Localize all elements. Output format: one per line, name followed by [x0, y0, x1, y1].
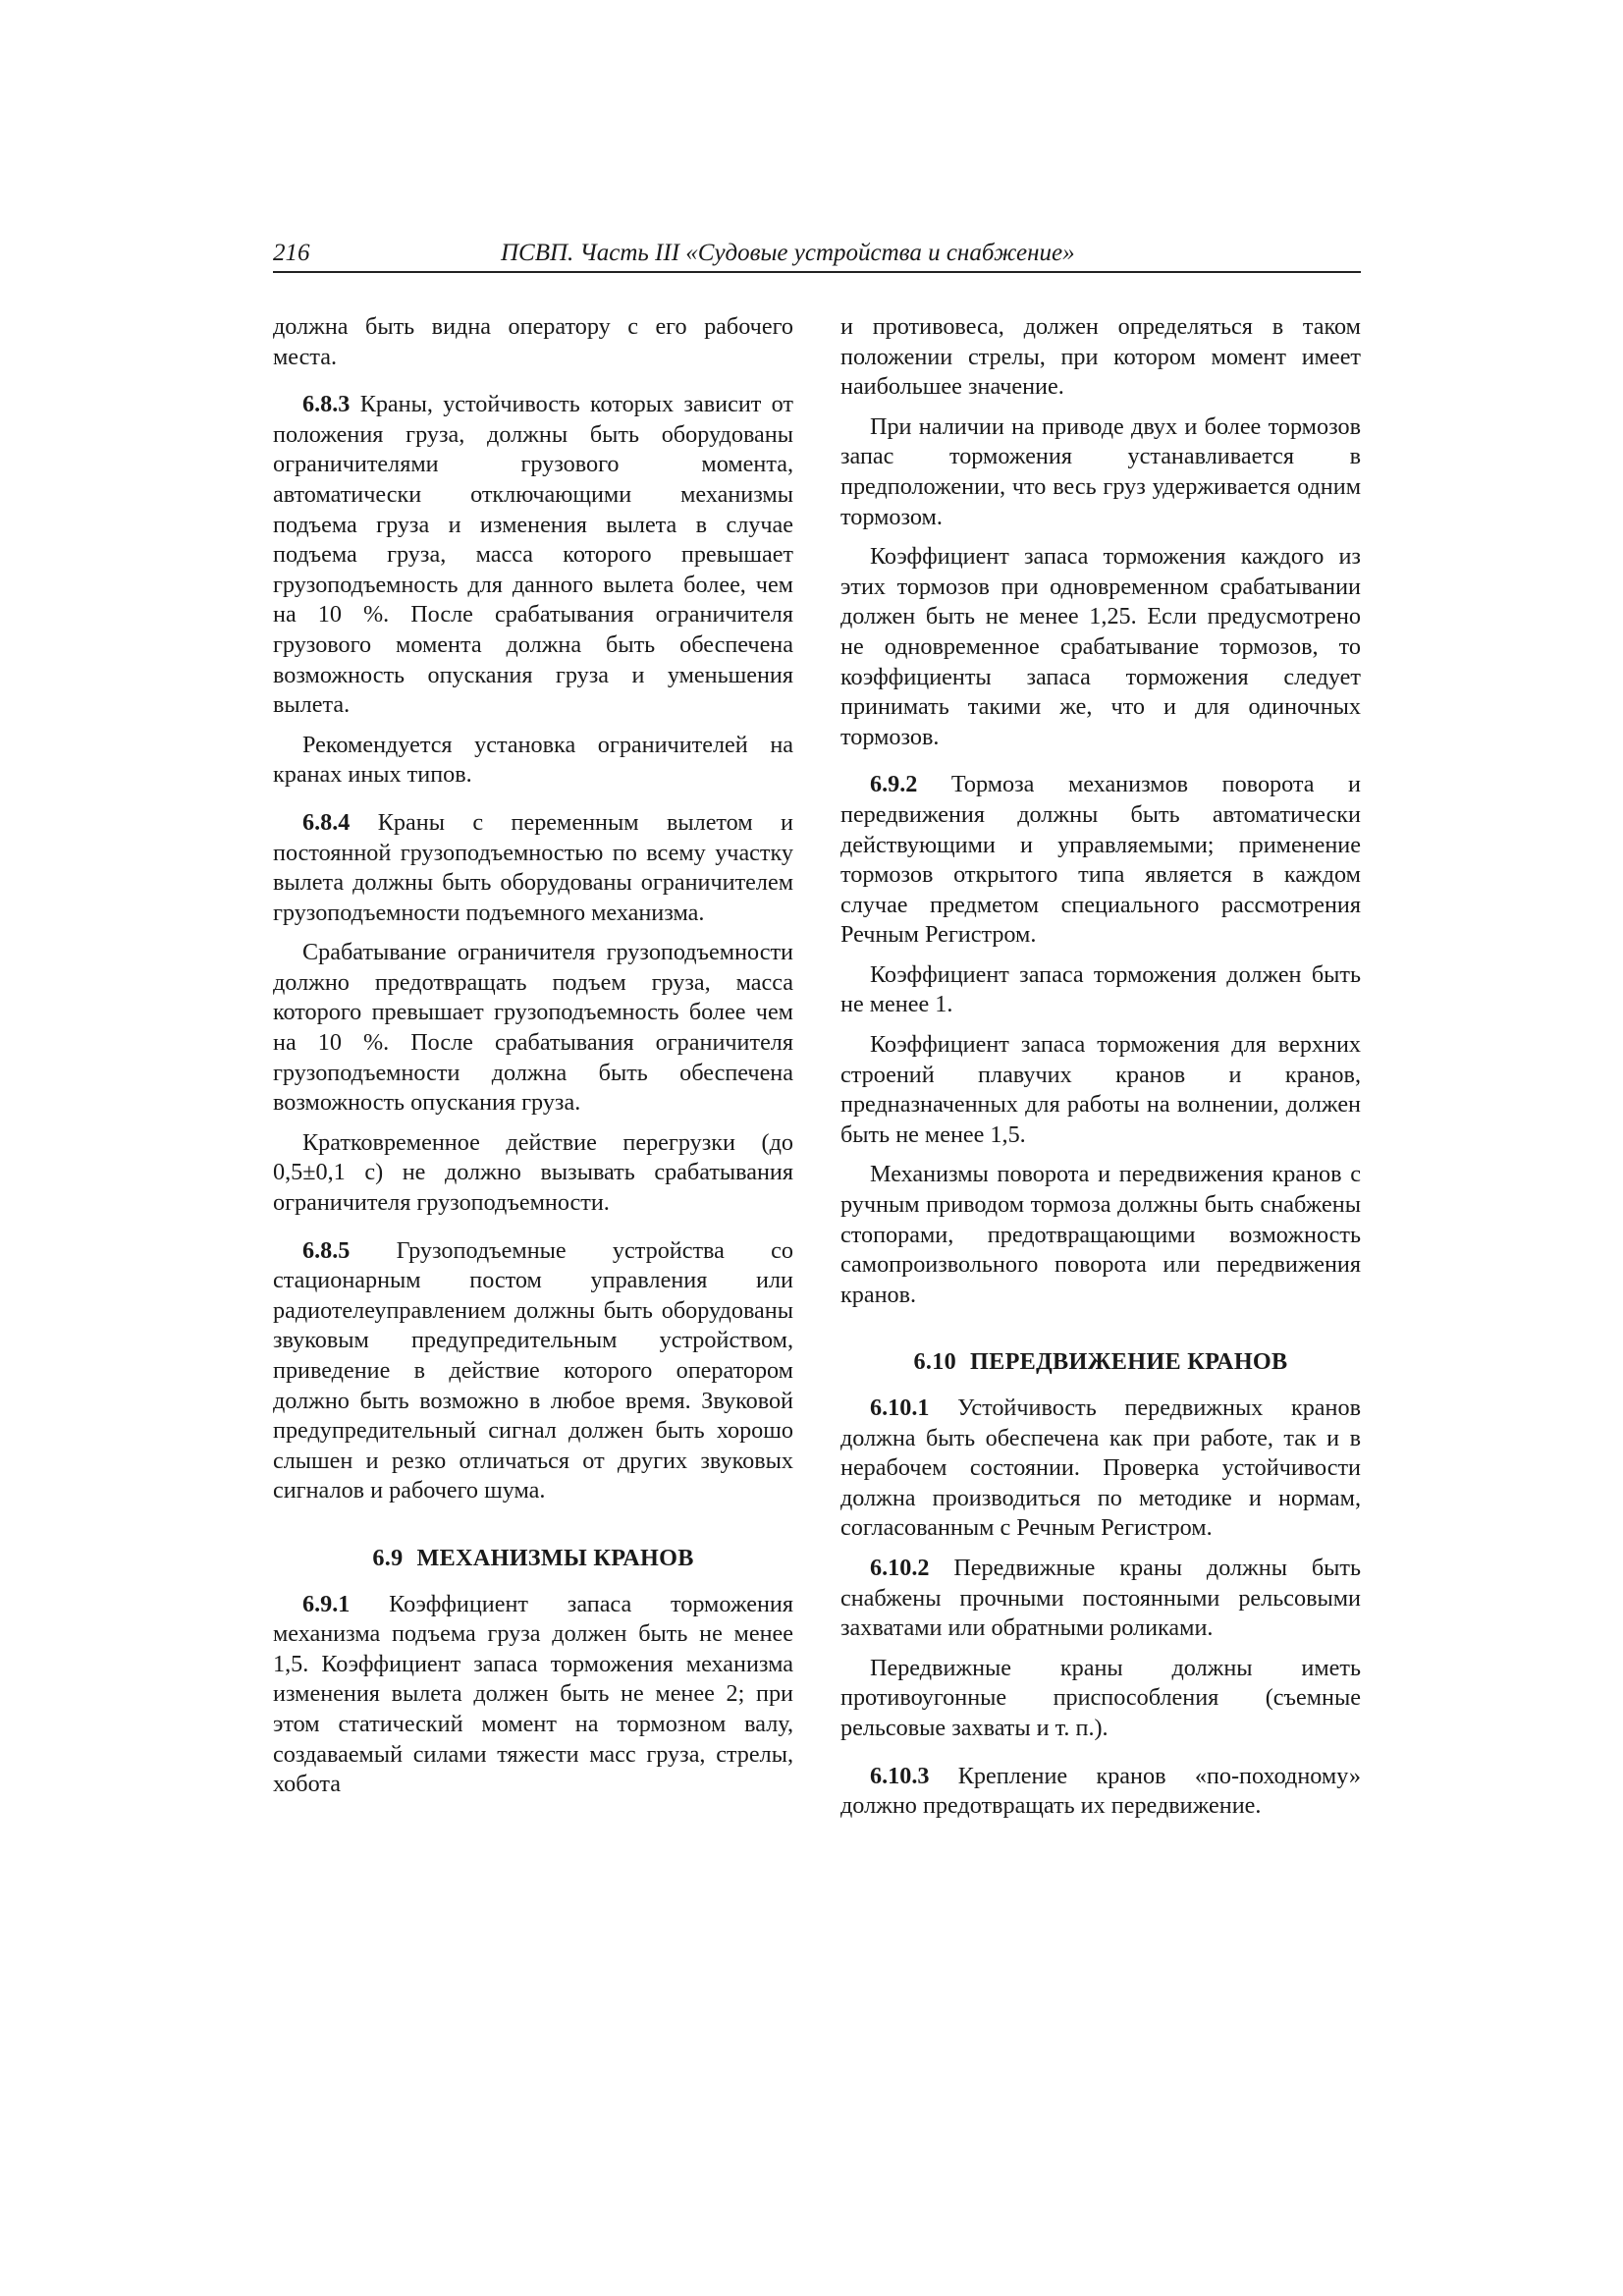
paragraph: Рекомендуется установка ограничителей на кранах иных типов. — [273, 731, 793, 789]
clause-6-8-3 — [273, 390, 793, 721]
clause-text: Передвижные краны должны быть снабжены прочными постоянными рельсовыми захватами или обратными роликами. — [840, 1554, 1361, 1642]
section-number: 6.9 — [372, 1544, 404, 1571]
clause-number: 6.8.3 — [302, 391, 351, 418]
paragraph: Механизмы поворота и передвижения кранов с ручным приводом тормоза должны быть снабжены стопорами, предотвращающими возможность самопроизвольного поворота или передвижения кранов. — [840, 1161, 1361, 1308]
paragraph: Передвижные краны должны иметь противоугонные приспособления (съемные рельсовые захваты и т. п.). — [840, 1654, 1361, 1741]
clause-number: 6.8.4 — [302, 808, 351, 836]
section-title: ПЕРЕДВИЖЕНИЕ КРАНОВ — [970, 1348, 1288, 1376]
section-heading-6-9 — [273, 1544, 793, 1574]
clause-6-8-5 — [273, 1236, 793, 1506]
clause-text: Грузоподъемные устройства со стационарным постом управления или радиотелеуправлением должны быть оборудованы звуковым предупредительным устройством, приведение в действие которого оператором должно быть возможно в любое время. Звуковой предупредительный сигнал должен быть хорошо слышен и резко отличаться от других звуковых сигналов и рабочего шума. — [273, 1236, 793, 1504]
section-title: МЕХАНИЗМЫ КРАНОВ — [416, 1544, 694, 1571]
running-title: ПСВП. Часть III «Судовые устройства и снабжение» — [501, 240, 1075, 266]
clause-text: Крепление кранов «по-походному» должно предотвращать их передвижение. — [840, 1762, 1361, 1820]
clause-text: Краны, устойчивость которых зависит от положения груза, должны быть оборудованы ограничителями грузового момента, автоматически отключающими механизмы подъема груза и изменения вылета в случае подъема груза, масса которого превышает грузоподъемность для данного вылета более, чем на 10 %. После срабатывания ограничителя грузового момента должна быть обеспечена возможность опускания груза и уменьшения вылета. — [273, 391, 793, 719]
clause-text: Тормоза механизмов поворота и передвижения должны быть автоматически действующими и управляемыми; применение тормозов открытого типа является в каждом случае предметом специального рассмотрения Речным Регистром. — [840, 771, 1361, 949]
clause-number: 6.10.2 — [870, 1554, 930, 1581]
clause-number: 6.10.1 — [870, 1394, 930, 1421]
paragraph: При наличии на приводе двух и более тормозов запас торможения устанавливается в предположении, что весь груз удерживается одним тормозом. — [840, 412, 1361, 530]
paragraph-continued: и противовеса, должен определяться в таком положении стрелы, при котором момент имеет наибольшее значение. — [840, 313, 1361, 401]
right-column — [840, 312, 1361, 1822]
clause-text: Краны с переменным вылетом и постоянной грузоподъемностью по всему участку вылета должны быть оборудованы ограничителем грузоподъемности подъемного механизма. — [273, 808, 793, 926]
section-number: 6.10 — [913, 1348, 957, 1376]
paragraph-continued: должна быть видна оператору с его рабочего места. — [273, 313, 793, 370]
section-heading-6-10 — [840, 1347, 1361, 1378]
paragraph: Коэффициент запаса торможения для верхних строений плавучих кранов и кранов, предназначенных для работы на волнении, должен быть не менее 1,5. — [840, 1031, 1361, 1148]
clause-6-10-3 — [840, 1762, 1361, 1822]
clause-6-9-1 — [273, 1590, 793, 1800]
clause-text: Устойчивость передвижных кранов должна быть обеспечена как при работе, так и в нерабочем состоянии. Проверка устойчивости должна производиться по методике и нормам, согласованным с Речным Регистром. — [840, 1394, 1361, 1542]
clause-number: 6.8.5 — [302, 1236, 351, 1264]
paragraph: Коэффициент запаса торможения должен быть не менее 1. — [840, 960, 1361, 1018]
clause-text: Коэффициент запаса торможения механизма подъема груза должен быть не менее 1,5. Коэффициент запаса торможения механизма изменения вылета должен быть не менее 2; при этом статический момент на тормозном валу, создаваемый силами тяжести масс груза, стрелы, хобота — [273, 1590, 793, 1798]
paragraph: Срабатывание ограничителя грузоподъемности должно предотвращать подъем груза, масса которого превышает грузоподъемность более чем на 10 %. После срабатывания ограничителя грузоподъемности должна быть обеспечена возможность опускания груза. — [273, 939, 793, 1117]
clause-6-10-1 — [840, 1394, 1361, 1544]
running-header — [273, 236, 1361, 273]
clause-6-9-2 — [840, 770, 1361, 951]
clause-number: 6.9.1 — [302, 1590, 351, 1617]
page-number: 216 — [273, 240, 310, 266]
clause-6-8-4 — [273, 808, 793, 928]
paragraph: Кратковременное действие перегрузки (до 0,5±0,1 с) не должно вызывать срабатывания ограничителя грузоподъемности. — [273, 1128, 793, 1217]
clause-number: 6.9.2 — [870, 771, 918, 798]
left-column — [273, 312, 793, 1800]
clause-number: 6.10.3 — [870, 1762, 930, 1789]
paragraph: Коэффициент запаса торможения каждого из этих тормозов при одновременном срабатывании должен быть не менее 1,25. Если предусмотрено не одновременное срабатывание тормозов, то коэффициенты запаса торможения следует принимать такими же, что и для одиночных тормозов. — [840, 543, 1361, 750]
clause-6-10-2 — [840, 1554, 1361, 1644]
